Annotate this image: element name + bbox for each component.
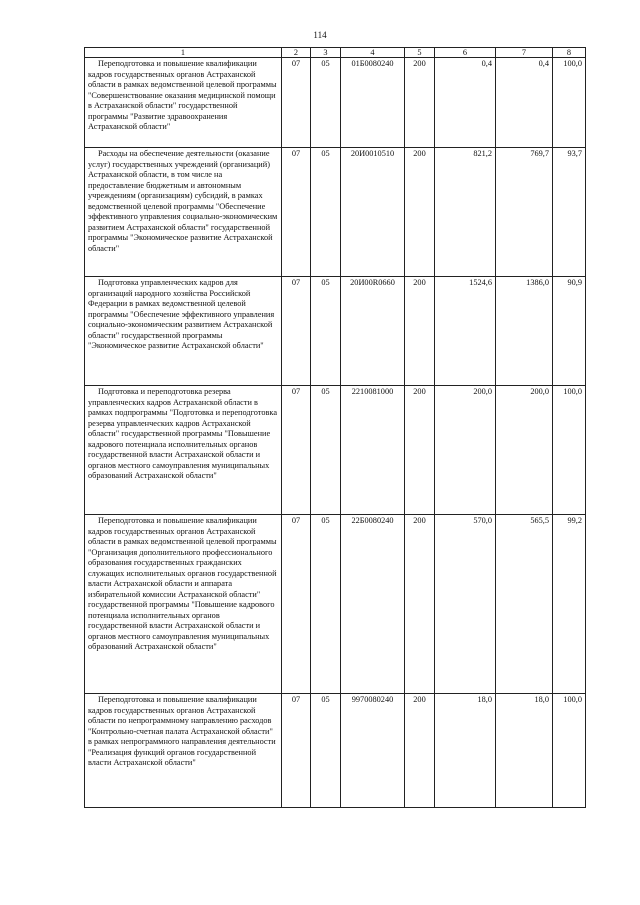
planned-amount: 200,0	[435, 386, 496, 515]
column-header-1: 1	[85, 48, 282, 58]
subsection-code: 05	[311, 277, 341, 386]
planned-amount: 18,0	[435, 694, 496, 808]
execution-percent: 100,0	[553, 386, 586, 515]
column-header-3: 3	[311, 48, 341, 58]
table-row	[85, 277, 586, 386]
column-header-2: 2	[282, 48, 311, 58]
planned-amount: 0,4	[435, 58, 496, 148]
executed-amount: 200,0	[496, 386, 553, 515]
section-code: 07	[282, 148, 311, 277]
execution-percent: 99,2	[553, 515, 586, 694]
target-article-code: 2210081000	[341, 386, 405, 515]
target-article-code: 9970080240	[341, 694, 405, 808]
expense-type-code: 200	[405, 515, 435, 694]
executed-amount: 18,0	[496, 694, 553, 808]
expense-name: Переподготовка и повышение квалификации кадров государственных органов Астраханской области в рамках ведомственной целевой программы "Организация дополнительного профессионального образования государственных гражданских служащих исполнительных органов государственной власти Астраханской области и аппарата избирательной комиссии Астраханской области" государственной программы "Повышение кадрового потенциала исполнительных органов государственной власти Астраханской области и органов местного самоуправления муниципальных образований Астраханской области"	[85, 515, 282, 694]
expense-type-code: 200	[405, 386, 435, 515]
target-article-code: 01Б0080240	[341, 58, 405, 148]
table-row	[85, 694, 586, 808]
executed-amount: 565,5	[496, 515, 553, 694]
subsection-code: 05	[311, 386, 341, 515]
expense-name: Расходы на обеспечение деятельности (оказание услуг) государственных учреждений (организаций) Астраханской области, в том числе на предоставление бюджетным и автономным учреждениям (организациям) субсидий, в рамках ведомственной целевой программы "Обеспечение эффективного управления социально-экономическим развитием Астраханской области" государственной программы "Экономическое развитие Астраханской области"	[85, 148, 282, 277]
executed-amount: 1386,0	[496, 277, 553, 386]
column-header-4: 4	[341, 48, 405, 58]
table-row	[85, 58, 586, 148]
section-code: 07	[282, 515, 311, 694]
execution-percent: 100,0	[553, 694, 586, 808]
execution-percent: 90,9	[553, 277, 586, 386]
subsection-code: 05	[311, 148, 341, 277]
expense-type-code: 200	[405, 148, 435, 277]
column-header-5: 5	[405, 48, 435, 58]
target-article-code: 20И0010510	[341, 148, 405, 277]
subsection-code: 05	[311, 515, 341, 694]
column-header-7: 7	[496, 48, 553, 58]
expense-name: Подготовка управленческих кадров для организаций народного хозяйства Российской Федерации в рамках ведомственной целевой программы "Обеспечение эффективного управления социально-экономическим развитием Астраханской области" государственной программы "Экономическое развитие Астраханской области"	[85, 277, 282, 386]
page-number: 114	[313, 30, 327, 40]
table-row	[85, 515, 586, 694]
planned-amount: 1524,6	[435, 277, 496, 386]
expense-name: Переподготовка и повышение квалификации кадров государственных органов Астраханской области по непрограммному направлению расходов "Контрольно-счетная палата Астраханской области" в рамках непрограммного направления деятельности "Реализация функций органов государственной власти Астраханской области"	[85, 694, 282, 808]
expense-name: Переподготовка и повышение квалификации кадров государственных органов Астраханской области в рамках ведомственной целевой программы "Совершенствование оказания медицинской помощи в Астраханской области" государственной программы "Развитие здравоохранения Астраханской области"	[85, 58, 282, 148]
budget-table	[84, 47, 586, 808]
column-header-6: 6	[435, 48, 496, 58]
executed-amount: 769,7	[496, 148, 553, 277]
section-code: 07	[282, 694, 311, 808]
execution-percent: 100,0	[553, 58, 586, 148]
column-header-8: 8	[553, 48, 586, 58]
expense-type-code: 200	[405, 694, 435, 808]
subsection-code: 05	[311, 58, 341, 148]
header-row	[85, 48, 586, 58]
execution-percent: 93,7	[553, 148, 586, 277]
subsection-code: 05	[311, 694, 341, 808]
table-row	[85, 386, 586, 515]
expense-type-code: 200	[405, 58, 435, 148]
planned-amount: 821,2	[435, 148, 496, 277]
table-header	[85, 48, 586, 58]
target-article-code: 22Б0080240	[341, 515, 405, 694]
table-row	[85, 148, 586, 277]
executed-amount: 0,4	[496, 58, 553, 148]
target-article-code: 20И00R0660	[341, 277, 405, 386]
expense-type-code: 200	[405, 277, 435, 386]
section-code: 07	[282, 386, 311, 515]
section-code: 07	[282, 58, 311, 148]
expense-name: Подготовка и переподготовка резерва управленческих кадров Астраханской области в рамках подпрограммы "Подготовка и переподготовка резерва управленческих кадров Астраханской области" государственной программы "Повышение кадрового потенциала исполнительных органов государственной власти Астраханской области и органов местного самоуправления муниципальных образований Астраханской области"	[85, 386, 282, 515]
planned-amount: 570,0	[435, 515, 496, 694]
table-body	[85, 58, 586, 808]
section-code: 07	[282, 277, 311, 386]
